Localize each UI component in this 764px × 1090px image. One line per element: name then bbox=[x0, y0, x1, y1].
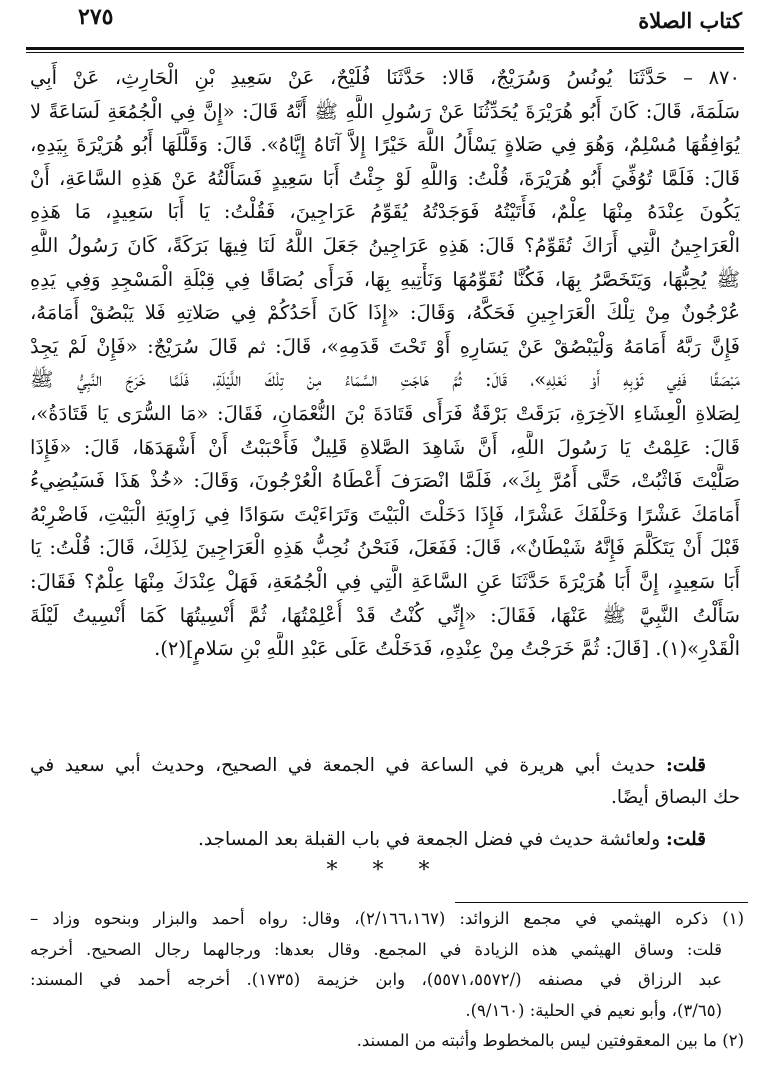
footnote-rule bbox=[455, 902, 748, 903]
hadith-line: الْعَرَاجِينُ الَّتِي أَرَاكَ تُقَوِّمُ؟ قَالَ: هَذِهِ عَرَاجِينُ جَعَلَ اللَّهُ لَنَا فِيهَا بَرَكَةً، كَانَ رَسُولُ اللَّهِ bbox=[30, 233, 740, 257]
hadith-line: أَبَا سَعِيدٍ، إِنَّ أَبَا هُرَيْرَةَ حَدَّثَنَا عَنِ السَّاعَةِ الَّتِي فِي الْجُمُعَةِ، فَهَلْ عِنْدَكَ مِنْهَا عِلْمٌ؟ فَقَالَ: bbox=[30, 569, 740, 593]
hadith-line: الْقَدْرِ»(١). [قَالَ: ثُمَّ خَرَجْتُ مِنْ عِنْدِهِ، فَدَخَلْتُ عَلَى عَبْدِ اللَّهِ بْنِ سَلامٍ](٢). bbox=[154, 637, 740, 661]
note-line: حك البصاق أيضًا. bbox=[610, 787, 740, 808]
hadith-line: مَبْصَقًا فَفِي ثَوْبِهِ أَوْ نَعْلِهِ»، قَالَ: ثُمَّ هَاجَتِ السَّمَاءُ مِنْ تِلْكَ اللَّيْلَةِ، فَلَمَّا خَرَجَ النَّبِيُّ ﷺ bbox=[30, 368, 740, 392]
footnote-line: (٢) ما بين المعقوفتين ليس بالمخطوط وأثبته من المسند. bbox=[356, 1031, 744, 1051]
hadith-line: ﷺ يُحِبُّهَا، وَيَتَخَصَّرُ بِهَا، فَكُنَّا نُقَوِّمُهَا وَنَأْتِيهِ بِهَا، فَرَأَى بُصَاقًا فِي قِبْلَةِ الْمَسْجِدِ وَفِي يَدِهِ bbox=[30, 267, 740, 291]
hadith-line: فَإِنَّ رَبَّهُ أَمَامَهُ وَلْيَبْصُقْ عَنْ يَسَارِهِ أَوْ تَحْتَ قَدَمِهِ»، قَالَ: ثم قَالَ سُرَيْجٌ: «فَإِنْ لَمْ يَجِدْ bbox=[30, 334, 740, 358]
hadith-line: قَالَ: عَلِمْتُ يَا رَسُولَ اللَّهِ، أَنَّ شَاهِدَ الصَّلاةِ قَلِيلٌ فَأَحْبَبْتُ أَنْ أَشْهَدَهَا، قَالَ: «فَإِذَا bbox=[30, 435, 740, 459]
footnote-line: (٣/٦٥)، وأبو نعيم في الحلية: (٩/١٦٠). bbox=[465, 1000, 722, 1020]
hadith-line: يُوَافِقُهَا مُسْلِمٌ، وَهُوَ فِي صَلاةٍ يَسْأَلُ اللَّهَ خَيْرًا إِلاَّ آتَاهُ إِيَّاهُ». قَالَ: وَقَلَّلَهَا أَبُو هُرَيْرَةَ بِيَدِهِ، bbox=[30, 133, 740, 157]
footnote-line: عبد الرزاق في مصنفه (/٥٥٧١،٥٥٧٢)، وابن خزيمة (١٧٣٥). أخرجه أحمد في المسند: bbox=[30, 970, 722, 990]
note-line bbox=[30, 824, 740, 856]
hadith-line: عُرْجُونٌ مِنْ تِلْكَ الْعَرَاجِينِ فَحَكَّهُ، وَقَالَ: «إِذَا كَانَ أَحَدُكُمْ فِي صَلاتِهِ فَلا يَبْصُقْ أَمَامَهُ، bbox=[30, 301, 740, 325]
header-rule-thick bbox=[26, 47, 744, 50]
footnotes bbox=[30, 904, 744, 1057]
hadith-line: لِصَلاةِ الْعِشَاءِ الآخِرَةِ، بَرَقَتْ بَرْقَةٌ فَرَأَى قَتَادَةَ بْنَ النُّعْمَانِ، فَقَالَ: «مَا السُّرَى يَا قَتَادَةُ»، bbox=[30, 401, 740, 425]
footnote-line: (١) ذكره الهيثمي في مجمع الزوائد: (٢/١٦٦،١٦٧)، وقال: رواه أحمد والبزار وبنحوه وزاد – bbox=[30, 909, 744, 928]
running-title: كتاب الصلاة bbox=[638, 8, 742, 33]
author-notes bbox=[30, 750, 740, 886]
hadith-line: سَأَلْتُ النَّبِيَّ ﷺ عَنْهَا، فَقَالَ: «إِنِّي كُنْتُ قَدْ أُعْلِمْتُهَا، ثُمَّ أُنْسِيتُهَا كَمَا أُنْسِيتُ لَيْلَةَ bbox=[30, 603, 740, 627]
hadith-line: أَمَامَكَ عَشْرًا وَخَلْفَكَ عَشْرًا، فَإِذَا دَخَلْتَ الْبَيْتَ وَتَرَاءَيْتَ سَوَادًا فِي زَاوِيَةِ الْبَيْتِ، فَاضْرِبْهُ bbox=[30, 502, 740, 526]
hadith-line: قَالَ: فَلَمَّا تُوُفِّيَ أَبُو هُرَيْرَةَ، قُلْتُ: وَاللَّهِ لَوْ جِئْتُ أَبَا سَعِيدٍ فَسَأَلْتُهُ عَنْ هَذِهِ السَّاعَةِ، أَنْ bbox=[30, 166, 740, 190]
hadith-text bbox=[30, 61, 740, 666]
page-number: ٢٧٥ bbox=[78, 4, 114, 30]
header-rule-thin bbox=[26, 52, 744, 53]
hadith-line: ٨٧٠ – حَدَّثَنَا يُونُسُ وَسُرَيْجٌ، قَالا: حَدَّثَنَا فُلَيْحٌ، عَنْ سَعِيدِ بْنِ الْحَارِثِ، عَنْ أَبِي bbox=[30, 66, 740, 89]
hadith-line: صَلَّيْتَ فَاثْبُتْ، حَتَّى أَمُرَّ بِكَ»، فَلَمَّا انْصَرَفَ أَعْطَاهُ الْعُرْجُونَ، وَقَالَ: «خُذْ هَذَا فَسَيُضِيءُ bbox=[30, 469, 740, 493]
footnote-line: قلت: وساق الهيثمي هذه الزيادة في المجمع. وقال بعدها: ورجالهما رجال الصحيح. أخرجه bbox=[30, 939, 722, 959]
hadith-line: يَكُونَ عِنْدَهُ مِنْهَا عِلْمٌ، فَأَتَيْتُهُ فَوَجَدْتُهُ يُقَوِّمُ عَرَاجِينَ، فَقُلْتُ: يَا أَبَا سَعِيدٍ، مَا هَذِهِ bbox=[30, 200, 740, 224]
note-label: قلت: bbox=[666, 829, 706, 850]
note-text: ولعائشة حديث في فضل الجمعة في باب القبلة بعد المساجد. bbox=[197, 829, 661, 850]
note-text: حديث أبي هريرة في الساعة في الجمعة في الصحيح، وحديث أبي سعيد في bbox=[30, 755, 656, 776]
hadith-line: سَلَمَةَ، قَالَ: كَانَ أَبُو هُرَيْرَةَ يُحَدِّثُنَا عَنْ رَسُولِ اللَّهِ ﷺ أَنَّهُ قَالَ: «إِنَّ فِي الْجُمُعَةِ لَسَاعَةً لا bbox=[30, 99, 740, 123]
hadith-line: قَبْلَ أَنْ يَتَكَلَّمَ فَإِنَّهُ شَيْطَانٌ»، قَالَ: فَفَعَلَ، فَنَحْنُ نُحِبُّ هَذِهِ الْعَرَاجِينَ لِذَلِكَ، قَالَ: قُلْتُ: يَا bbox=[30, 536, 740, 560]
note-line bbox=[30, 750, 740, 782]
section-separator: * * * bbox=[326, 858, 444, 883]
note-label: قلت: bbox=[666, 755, 706, 776]
